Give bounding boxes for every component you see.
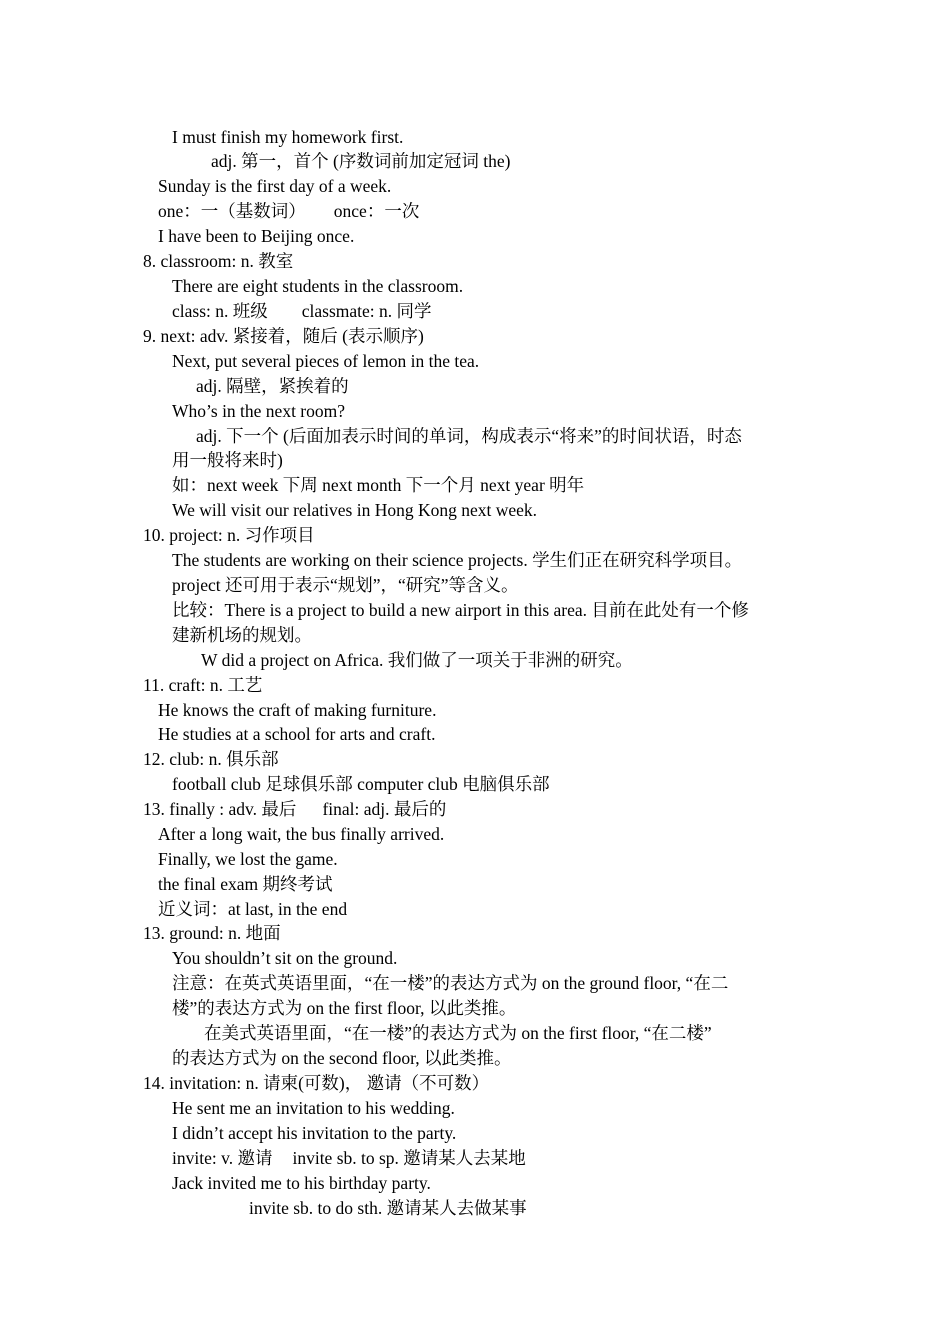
text-line: 的表达方式为 on the second floor, 以此类推。 <box>172 1048 512 1068</box>
text-line: 如：next week 下周 next month 下一个月 next year 明年 <box>172 475 585 495</box>
text-line: 建新机场的规划。 <box>172 625 312 645</box>
text-line <box>158 199 419 223</box>
text-line: adj. 下一个 (后面加表示时间的单词，构成表示“将来”的时间状语，时态 <box>196 426 742 446</box>
text-line: He studies at a school for arts and craft. <box>158 724 436 744</box>
text-line: 14. invitation: n. 请柬(可数)， 邀请（不可数） <box>143 1073 490 1093</box>
text-line: invite sb. to do sth. 邀请某人去做某事 <box>249 1198 527 1218</box>
text-span: once：一次 <box>333 201 420 221</box>
text-span: classmate: n. 同学 <box>301 301 432 321</box>
text-line: You shouldn’t sit on the ground. <box>172 948 398 968</box>
text-line: W did a project on Africa. 我们做了一项关于非洲的研究。 <box>201 650 633 670</box>
text-line: He knows the craft of making furniture. <box>158 700 437 720</box>
text-line: football club 足球俱乐部 computer club 电脑俱乐部 <box>172 774 550 794</box>
text-line: Who’s in the next room? <box>172 401 346 421</box>
text-line: After a long wait, the bus finally arrived. <box>158 824 445 844</box>
text-line: 在美式英语里面，“在一楼”的表达方式为 on the first floor, “在二楼” <box>204 1023 712 1043</box>
text-line: Next, put several pieces of lemon in the tea. <box>172 351 480 371</box>
text-span: final: adj. 最后的 <box>322 799 447 819</box>
text-line: 楼”的表达方式为 on the first floor, 以此类推。 <box>172 998 517 1018</box>
text-line: 12. club: n. 俱乐部 <box>143 749 279 769</box>
text-line: Sunday is the first day of a week. <box>158 176 392 196</box>
text-line: We will visit our relatives in Hong Kong next week. <box>172 500 538 520</box>
text-line: 8. classroom: n. 教室 <box>143 251 294 271</box>
text-line: There are eight students in the classroom. <box>172 276 464 296</box>
text-line: The students are working on their science projects. 学生们正在研究科学项目。 <box>172 550 743 570</box>
text-line: I have been to Beijing once. <box>158 226 355 246</box>
text-line <box>143 797 446 821</box>
text-line <box>172 1146 526 1170</box>
text-span: class: n. 班级 <box>172 301 268 321</box>
text-line: 10. project: n. 习作项目 <box>143 525 315 545</box>
text-line: adj. 隔壁，紧挨着的 <box>196 376 349 396</box>
text-span: one：一（基数词） <box>158 201 306 221</box>
text-line: project 还可用于表示“规划”，“研究”等含义。 <box>172 575 519 595</box>
text-line: He sent me an invitation to his wedding. <box>172 1098 455 1118</box>
text-line: 11. craft: n. 工艺 <box>143 675 263 695</box>
text-line: 9. next: adv. 紧接着，随后 (表示顺序) <box>143 326 424 346</box>
text-line: 比较：There is a project to build a new airport in this area. 目前在此处有一个修 <box>172 600 749 620</box>
text-line: the final exam 期终考试 <box>158 874 333 894</box>
text-line: 注意：在英式英语里面，“在一楼”的表达方式为 on the ground floor, “在二 <box>172 973 729 993</box>
text-line: I must finish my homework first. <box>172 127 404 147</box>
text-line: 13. ground: n. 地面 <box>143 923 281 943</box>
text-line: Jack invited me to his birthday party. <box>172 1173 431 1193</box>
text-line: Finally, we lost the game. <box>158 849 338 869</box>
text-span: invite sb. to sp. 邀请某人去某地 <box>292 1148 526 1168</box>
text-line: adj. 第一，首个 (序数词前加定冠词 the) <box>211 151 511 171</box>
text-span: invite: v. 邀请 <box>172 1148 273 1168</box>
text-line: I didn’t accept his invitation to the party. <box>172 1123 457 1143</box>
text-span: 13. finally : adv. 最后 <box>143 799 297 819</box>
text-line: 用一般将来时) <box>172 450 283 470</box>
text-line: 近义词：at last, in the end <box>158 899 348 919</box>
text-line <box>172 299 432 323</box>
